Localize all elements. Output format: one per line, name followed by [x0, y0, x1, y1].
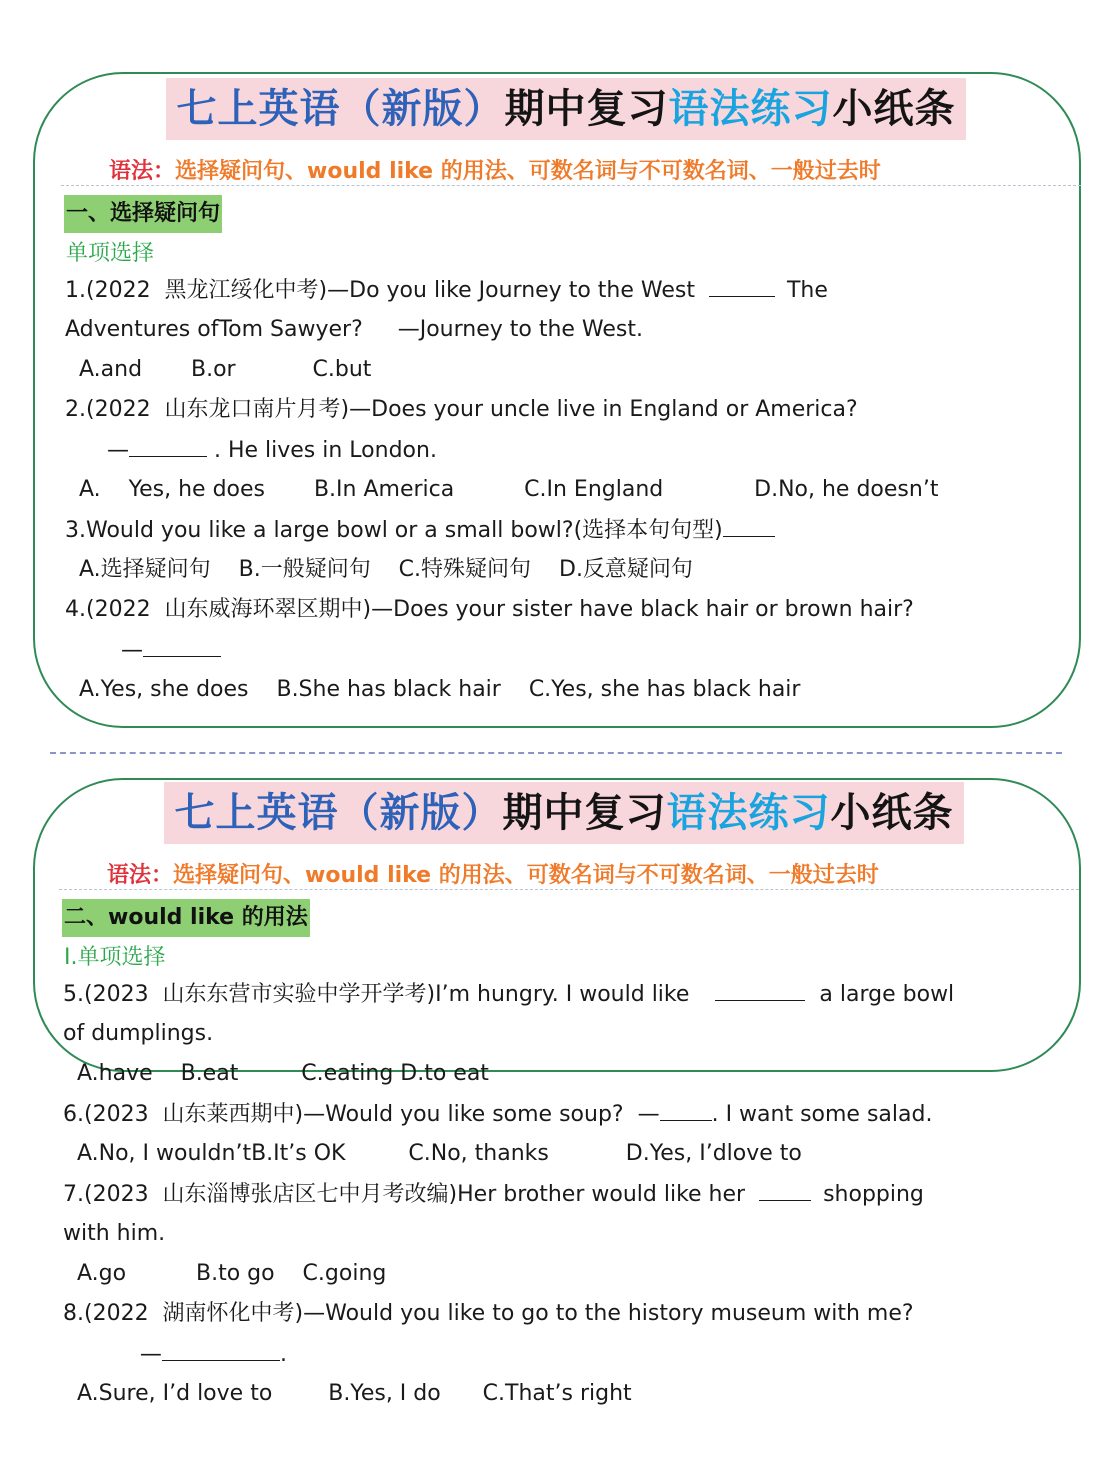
question-1-line-2: Adventures ofTom Sawyer? —Journey to the West. [65, 317, 644, 342]
title-part-4: 小纸条 [830, 790, 954, 836]
section-subheading: 单项选择 [66, 241, 155, 266]
grammar-subtitle [107, 858, 879, 889]
divider [61, 185, 1081, 186]
question-3-options: A.选择疑问句 B.一般疑问句 C.特殊疑问句 D.反意疑问句 [65, 557, 693, 582]
grammar-topics: 选择疑问句、would like 的用法、可数名词与不可数名词、一般过去时 [173, 863, 879, 888]
question-7-line-1: 7.(2023 山东淄博张店区七中月考改编)Her brother would like her shopping [63, 1179, 924, 1210]
title-part-3: 语法练习 [668, 86, 833, 132]
grammar-label: 语法： [107, 863, 174, 888]
cut-line [50, 752, 1062, 754]
answer-blank[interactable] [759, 1179, 811, 1201]
question-7-line-2: with him. [63, 1221, 166, 1246]
question-5-line-1: 5.(2023 山东东营市实验中学开学考)I’m hungry. I would like a large bowl [63, 979, 954, 1010]
title-part-2: 期中复习 [502, 790, 667, 836]
title-part-1: 七上英语（新版） [176, 86, 505, 132]
section-subheading: Ⅰ.单项选择 [64, 945, 166, 970]
answer-blank[interactable] [660, 1099, 712, 1121]
question-8-options: A.Sure, I’d love to B.Yes, I do C.That’s right [63, 1381, 632, 1406]
answer-blank[interactable] [143, 635, 221, 657]
answer-blank[interactable] [715, 979, 805, 1001]
page-title [166, 78, 966, 140]
grammar-topics: 选择疑问句、would like 的用法、可数名词与不可数名词、一般过去时 [175, 159, 881, 184]
grammar-label: 语法： [109, 159, 176, 184]
question-6-options: A.No, I wouldn’tB.It’s OK C.No, thanks D.Yes, I’dlove to [63, 1141, 802, 1166]
page-title [164, 782, 964, 844]
question-7-options: A.go B.to go C.going [63, 1261, 387, 1286]
answer-blank[interactable] [709, 275, 775, 297]
question-2-line-1: 2.(2022 山东龙口南片月考)—Does your uncle live in England or America? [65, 397, 858, 422]
grammar-subtitle [109, 154, 881, 185]
question-3-line-1: 3.Would you like a large bowl or a small bowl?(选择本句句型) [65, 515, 775, 546]
question-1-options: A.and B.or C.but [65, 357, 372, 382]
answer-blank[interactable] [129, 435, 207, 457]
title-part-3: 语法练习 [666, 790, 831, 836]
question-5-options: A.have B.eat C.eating D.to eat [63, 1061, 489, 1086]
question-2-line-2: — . He lives in London. [65, 435, 437, 466]
answer-blank[interactable] [723, 515, 775, 537]
question-8-line-1: 8.(2022 湖南怀化中考)—Would you like to go to the history museum with me? [63, 1301, 914, 1326]
question-4-line-1: 4.(2022 山东威海环翠区期中)—Does your sister have black hair or brown hair? [65, 597, 914, 622]
question-8-line-2: — . [63, 1339, 287, 1370]
title-part-2: 期中复习 [504, 86, 669, 132]
question-1-line-1: 1.(2022 黑龙江绥化中考)—Do you like Journey to the West The [65, 275, 828, 306]
question-5-line-2: of dumplings. [63, 1021, 214, 1046]
section-heading: 一、选择疑问句 [64, 195, 222, 233]
question-4-line-2: — [65, 635, 221, 666]
question-2-options: A. Yes, he does B.In America C.In England D.No, he doesn’t [65, 477, 939, 502]
worksheet-card-1 [33, 72, 1081, 728]
section-heading: 二、would like 的用法 [62, 899, 310, 937]
question-4-options: A.Yes, she does B.She has black hair C.Yes, she has black hair [65, 677, 801, 702]
title-part-1: 七上英语（新版） [174, 790, 503, 836]
worksheet-card-2-content [33, 778, 1081, 1406]
answer-blank[interactable] [162, 1339, 280, 1361]
divider [59, 889, 1079, 890]
question-6-line-1: 6.(2023 山东莱西期中)—Would you like some soup? — . I want some salad. [63, 1099, 932, 1130]
title-part-4: 小纸条 [832, 86, 956, 132]
